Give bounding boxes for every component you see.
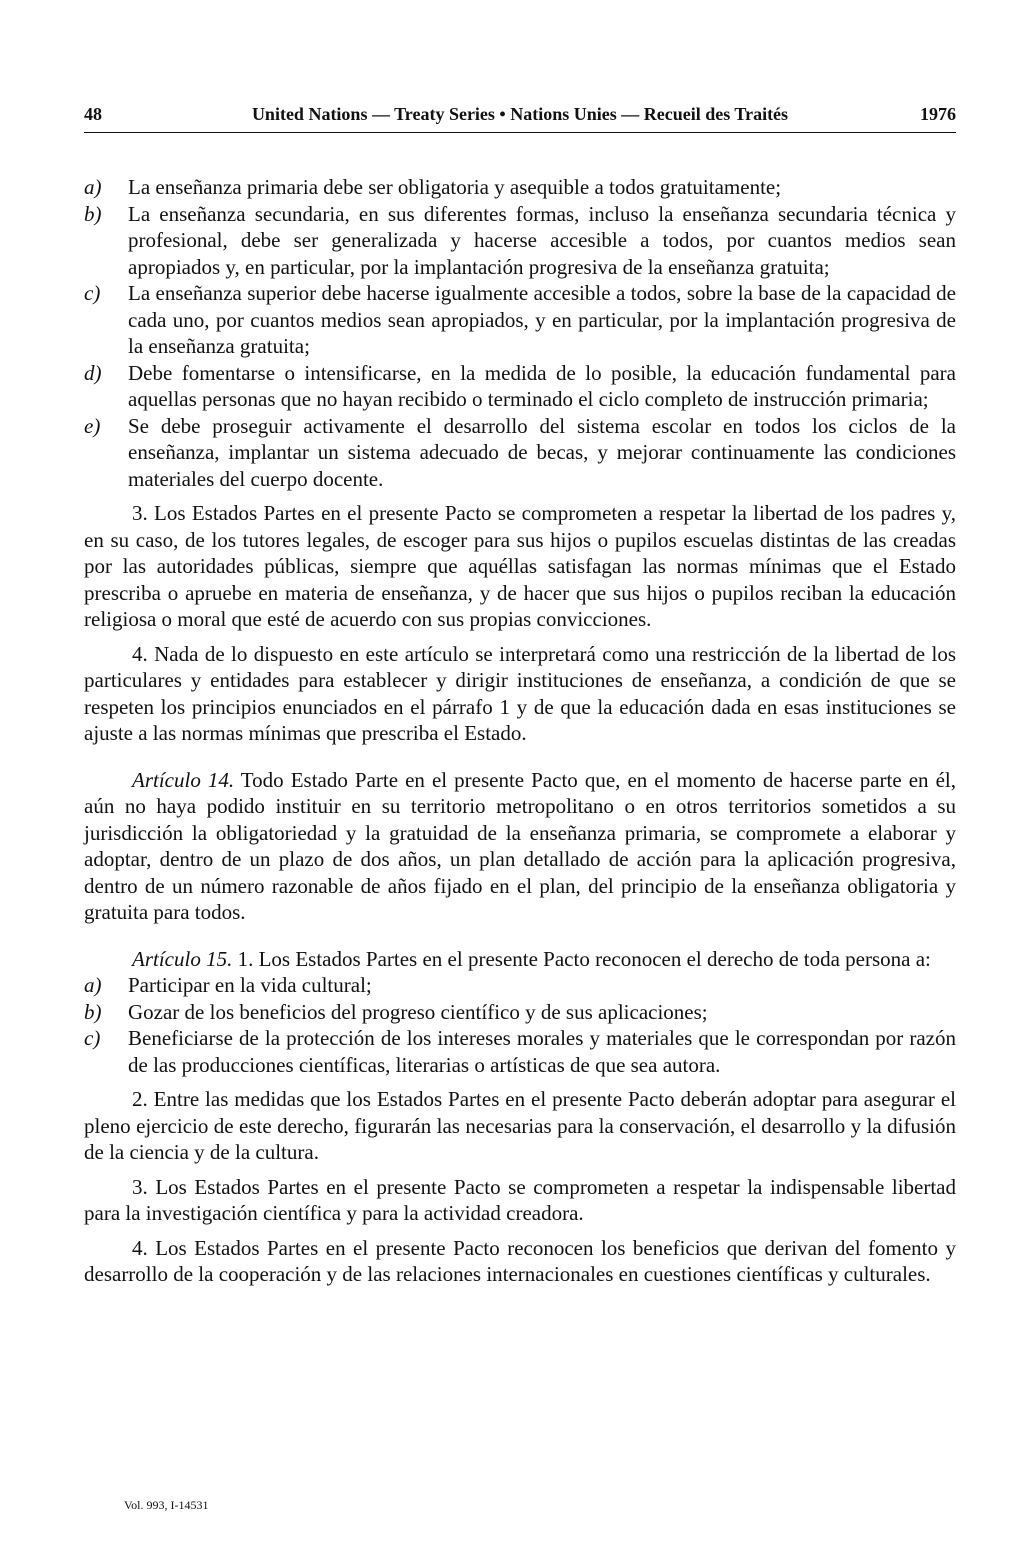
item-label: a)	[84, 175, 102, 199]
item-label: b)	[84, 999, 102, 1024]
article-15-paragraph-3: 3. Los Estados Partes en el presente Pacto se comprometen a respetar la indispensable libertad para la investigación científica y para la actividad creadora.	[84, 1174, 956, 1225]
paragraph-4: 4. Nada de lo dispuesto en este artículo se interpretará como una restricción de la libertad de los particulares y entidades para establecer y dirigir instituciones de enseñanza, a condición de que se respeten los principios enunciados en el párrafo 1 y de que la educación dada en esas instituciones se ajuste a las normas mínimas que prescriba el Estado.	[84, 641, 956, 745]
article-14-text: Todo Estado Parte en el presente Pacto que, en el momento de hacerse parte en él, aún no haya podido instituir en su territorio metropolitano o en otros territorios sometidos a su jurisdicción la obligatoriedad y la gratuidad de la enseñanza primaria, se compromete a elaborar y adoptar, dentro de un plazo de dos años, un plan detallado de acción para la aplicación progresiva, dentro de un número razonable de años fijado en el plan, del principio de la enseñanza obligatoria y gratuita para todos.	[84, 767, 956, 924]
list-item	[84, 201, 956, 281]
list-item	[84, 280, 956, 360]
paragraph-3: 3. Los Estados Partes en el presente Pacto se comprometen a respetar la libertad de los padres y, en su caso, de los tutores legales, de escoger para sus hijos o pupilos escuelas distintas de las creadas por las autoridades públicas, siempre que aquéllas satisfagan las normas mínimas que el Estado prescriba o apruebe en materia de enseñanza, y de hacer que sus hijos o pupilos reciban la educación religiosa o moral que esté de acuerdo con sus propias convicciones.	[84, 501, 956, 631]
item-text: Beneficiarse de la protección de los intereses morales y materiales que le correspondan por razón de las producciones científicas, literarias o artísticas de que sea autora.	[128, 1026, 956, 1077]
header-title: United Nations — Treaty Series • Nations Unies — Recueil des Traités	[251, 104, 789, 124]
list-item	[84, 413, 956, 493]
item-label: c)	[84, 281, 101, 305]
running-header	[84, 104, 956, 133]
header-year: 1976	[920, 104, 956, 124]
article-15-paragraph-2: 2. Entre las medidas que los Estados Partes en el presente Pacto deberán adoptar para asegurar el pleno ejercicio de este derecho, figurarán las necesarias para la conservación, el desarrollo y la difusión de la ciencia y de la cultura.	[84, 1087, 956, 1164]
item-label: a)	[84, 973, 102, 997]
volume-footer: Vol. 993, I-14531	[124, 1498, 209, 1512]
article-14-heading: Artículo 14.	[132, 767, 235, 792]
item-text: Se debe proseguir activamente el desarrollo del sistema escolar en todos los ciclos de la enseñanza, implantar un sistema adecuado de becas, y mejorar continuamente las condiciones materiales del cuerpo docente.	[128, 413, 956, 491]
page-number: 48	[84, 104, 102, 124]
list-item	[84, 174, 956, 201]
item-label: b)	[84, 201, 102, 226]
item-text: La enseñanza primaria debe ser obligatoria y asequible a todos gratuitamente;	[128, 175, 782, 199]
item-text: Gozar de los beneficios del progreso científico y de sus aplicaciones;	[128, 999, 708, 1024]
item-label: c)	[84, 1026, 101, 1050]
article-15-paragraph-4: 4. Los Estados Partes en el presente Pacto reconocen los beneficios que derivan del fomento y desarrollo de la cooperación y de las relaciones internacionales en cuestiones científicas y culturales.	[84, 1235, 956, 1286]
item-text: Debe fomentarse o intensificarse, en la medida de lo posible, la educación fundamental para aquellas personas que no hayan recibido o terminado el ciclo completo de instrucción primaria;	[128, 360, 956, 411]
item-text: Participar en la vida cultural;	[128, 973, 372, 997]
item-text: La enseñanza secundaria, en sus diferentes formas, incluso la enseñanza secundaria técnica y profesional, debe ser generalizada y hacerse accesible a todos, por cuantos medios sean apropiados y, en particular, por la implantación progresiva de la enseñanza gratuita;	[128, 201, 956, 279]
article-15	[84, 946, 956, 973]
article-15-heading: Artículo 15.	[132, 946, 233, 971]
list-item	[84, 1025, 956, 1078]
list-item	[84, 972, 956, 999]
body-text	[84, 174, 956, 1288]
item-label: e)	[84, 413, 101, 438]
article-14	[84, 767, 956, 926]
item-text: La enseñanza superior debe hacerse igualmente accesible a todos, sobre la base de la capacidad de cada uno, por cuantos medios sean apropiados, y en particular, por la implantación progresiva de la enseñanza gratuita;	[128, 281, 956, 358]
list-item	[84, 999, 956, 1026]
article-15-text: 1. Los Estados Partes en el presente Pacto reconocen el derecho de toda persona a:	[237, 946, 931, 971]
item-label: d)	[84, 360, 102, 385]
list-item	[84, 360, 956, 413]
